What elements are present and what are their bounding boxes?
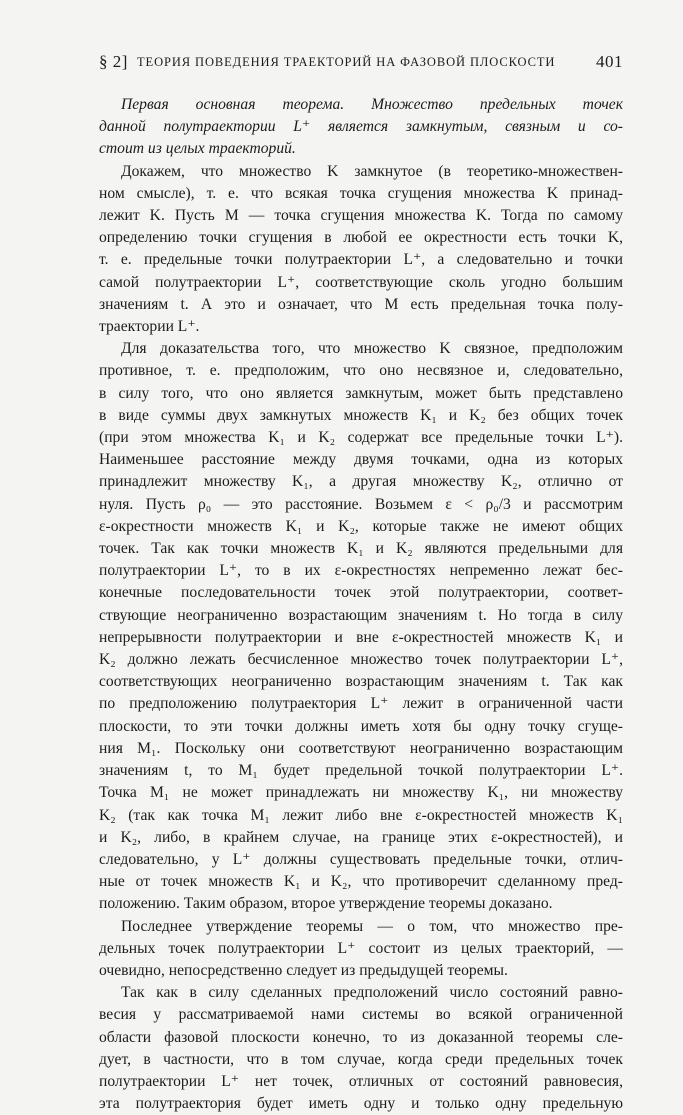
- text-line: (при этом множества K₁ и K₂ содержат все предельные точки L⁺).: [99, 429, 623, 447]
- text-line: траектории L⁺.: [99, 318, 200, 336]
- text-line: определению точки сгущения в любой ее окрестности есть точки K,: [99, 229, 623, 247]
- text-line: Для доказательства того, что множество K связное, предположим: [121, 340, 623, 358]
- body-text: [99, 94, 623, 1115]
- text-line: области фазовой плоскости конечно, то из доказанной теоремы сле-: [99, 1028, 623, 1046]
- text-line: нуля. Пусть ρ₀ — это расстояние. Возьмем ε < ρ₀/3 и рассмотрим: [99, 495, 623, 513]
- text-line: стоит из целых траекторий.: [99, 140, 296, 158]
- text-line: противное, т. е. предположим, что оно несвязное и, следовательно,: [99, 362, 623, 380]
- text-line: Последнее утверждение теоремы — о том, что множество пре-: [121, 917, 623, 935]
- text-line: K₂ должно лежать бесчисленное множество точек полутраектории L⁺,: [99, 651, 623, 669]
- section-marker: § 2]: [99, 52, 128, 71]
- text-line: Докажем, что множество K замкнутое (в теоретико-множествен-: [121, 162, 623, 180]
- text-line: принадлежит множеству K₁, а другая множеству K₂, отлично от: [99, 473, 623, 491]
- text-line: Наименьшее расстояние между двумя точками, одна из которых: [99, 451, 623, 469]
- running-header: [99, 52, 623, 78]
- text-line: т. е. предельные точки полутраектории L⁺, а следовательно и точки: [99, 251, 623, 269]
- text-line: соответствующих неограниченно возрастающим значениям t. Так как: [99, 673, 623, 691]
- page-number: 401: [596, 52, 623, 71]
- text-line: ния M₁. Поскольку они соответствуют неограниченно возрастающим: [99, 739, 623, 757]
- text-line: положению. Таким образом, второе утверждение теоремы доказано.: [99, 895, 553, 913]
- text-line: следовательно, у L⁺ должны существовать предельные точки, отлич-: [99, 850, 623, 868]
- text-line: дует, в частности, что в том случае, когда среди предельных точек: [99, 1050, 623, 1068]
- text-line: точек. Так как точки множеств K₁ и K₂ являются предельными для: [99, 540, 623, 558]
- text-line: значениям t. А это и означает, что M есть предельная точка полу-: [99, 295, 623, 313]
- text-line: весия у рассматриваемой нами системы во всякой ограниченной: [99, 1006, 623, 1024]
- text-line: плоскости, то эти точки должны иметь хотя бы одну точку сгуще-: [99, 717, 623, 735]
- text-line: Так как в силу сделанных предположений число состояний равно-: [121, 984, 623, 1002]
- text-line: ном смысле), т. е. что всякая точка сгущения множества K принад-: [99, 184, 623, 202]
- text-line: полутраектории L⁺, то в их ε-окрестностях непременно лежат бес-: [99, 562, 623, 580]
- text-line: по предположению полутраектория L⁺ лежит в ограниченной части: [99, 695, 623, 713]
- text-line: дельных точек полутраектории L⁺ состоит из целых траекторий, —: [99, 939, 623, 957]
- text-line: очевидно, непосредственно следует из предыдущей теоремы.: [99, 961, 508, 979]
- text-line: Точка M₁ не может принадлежать ни множеству K₁, ни множеству: [99, 784, 623, 802]
- running-title: ТЕОРИЯ ПОВЕДЕНИЯ ТРАЕКТОРИЙ НА ФАЗОВОЙ ПЛОСКОСТИ: [137, 55, 556, 69]
- text-line: ные от точек множеств K₁ и K₂, что противоречит сделанному пред-: [99, 873, 623, 891]
- text-line: в виде суммы двух замкнутых множеств K₁ и K₂ без общих точек: [99, 406, 623, 424]
- text-line: лежит K. Пусть M — точка сгущения множества K. Тогда по самому: [99, 207, 623, 225]
- text-line: непрерывности полутраектории и вне ε-окрестностей множеств K₁ и: [99, 628, 623, 646]
- text-line: конечные последовательности точек этой полутраектории, соответ-: [99, 584, 623, 602]
- text-line: данной полутраектории L⁺ является замкнутым, связным и со-: [99, 118, 623, 136]
- text-line: Первая основная теорема. Множество предельных точек: [121, 96, 623, 113]
- text-line: самой полутраектории L⁺, соответствующие сколь угодно большим: [99, 273, 623, 291]
- text-line: полутраектории L⁺ нет точек, отличных от состояний равновесия,: [99, 1072, 623, 1090]
- text-line: ε-окрестности множеств K₁ и K₂, которые также не имеют общих: [99, 517, 623, 535]
- text-line: ствующие неограниченно возрастающим значениям t. Но тогда в силу: [99, 606, 623, 624]
- text-line: значениям t, то M₁ будет предельной точкой полутраектории L⁺.: [99, 762, 623, 780]
- text-line: K₂ (так как точка M₁ лежит либо вне ε-окрестностей множеств K₁: [99, 806, 623, 824]
- text-line: и K₂, либо, в крайнем случае, на границе этих ε-окрестностей), и: [99, 828, 623, 846]
- text-line: в силу того, что оно является замкнутым, может быть представлено: [99, 384, 623, 402]
- text-line: эта полутраектория будет иметь одну и только одну предельную: [99, 1095, 623, 1113]
